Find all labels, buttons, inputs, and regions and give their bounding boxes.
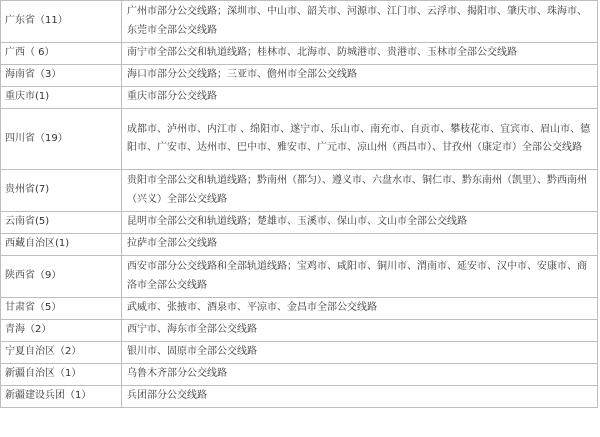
- transit-lines-cell: 银川市、固原市全部公交线路: [122, 342, 598, 364]
- table-row: [1, 320, 598, 342]
- table-row: [1, 342, 598, 364]
- table-row: [1, 43, 598, 65]
- table-row: [1, 386, 598, 408]
- table-row: [1, 87, 598, 109]
- table-row: [1, 298, 598, 320]
- transit-lines-cell: 武威市、张掖市、酒泉市、平凉市、金昌市全部公交线路: [122, 298, 598, 320]
- transit-lines-cell: 广州市部分公交线路；深圳市、中山市、韶关市、河源市、江门市、云浮市、揭阳市、肇庆市、珠海市、东莞市全部公交线路: [122, 1, 598, 43]
- province-cell: 贵州省(7): [1, 170, 122, 212]
- table-body: [1, 1, 598, 408]
- transit-lines-cell: 拉萨市全部公交线路: [122, 234, 598, 256]
- province-cell: 新疆自治区（1）: [1, 364, 122, 386]
- table-row: [1, 234, 598, 256]
- table-row: [1, 1, 598, 43]
- transit-lines-cell: 南宁市全部公交和轨道线路；桂林市、北海市、防城港市、贵港市、玉林市全部公交线路: [122, 43, 598, 65]
- province-cell: 四川省（19）: [1, 109, 122, 170]
- transit-lines-cell: 海口市部分公交线路；三亚市、儋州市全部公交线路: [122, 65, 598, 87]
- province-cell: 云南省(5): [1, 212, 122, 234]
- table-row: [1, 65, 598, 87]
- transit-lines-cell: 重庆市部分公交线路: [122, 87, 598, 109]
- province-cell: 广西（ 6）: [1, 43, 122, 65]
- transit-lines-cell: 兵团部分公交线路: [122, 386, 598, 408]
- province-cell: 陕西省（9）: [1, 256, 122, 298]
- table-row: [1, 212, 598, 234]
- table-row: [1, 256, 598, 298]
- transit-lines-cell: 昆明市全部公交和轨道线路；楚雄市、玉溪市、保山市、文山市全部公交线路: [122, 212, 598, 234]
- province-cell: 西藏自治区(1): [1, 234, 122, 256]
- table-row: [1, 170, 598, 212]
- transit-lines-cell: 西安市部分公交线路和全部轨道线路；宝鸡市、咸阳市、铜川市、渭南市、延安市、汉中市、安康市、商洛市全部公交线路: [122, 256, 598, 298]
- province-cell: 海南省（3）: [1, 65, 122, 87]
- table-row: [1, 109, 598, 170]
- transit-lines-cell: 西宁市、海东市全部公交线路: [122, 320, 598, 342]
- transit-lines-cell: 贵阳市全部公交和轨道线路；黔南州（都匀）、遵义市、六盘水市、铜仁市、黔东南州（凯里）、黔西南州（兴义）全部公交线路: [122, 170, 598, 212]
- table-row: [1, 364, 598, 386]
- province-cell: 重庆市(1): [1, 87, 122, 109]
- province-cell: 广东省（11）: [1, 1, 122, 43]
- transit-lines-cell: 成都市、泸州市、内江市 、绵阳市、遂宁市、乐山市、南充市、自贡市、攀枝花市、宜宾市、眉山市、德阳市、广安市、达州市、巴中市、雅安市、广元市、凉山州（西昌市）、甘孜州（康定市）全部公交线路: [122, 109, 598, 170]
- province-cell: 宁夏自治区（2）: [1, 342, 122, 364]
- transit-lines-cell: 乌鲁木齐部分公交线路: [122, 364, 598, 386]
- province-cell: 青海（2）: [1, 320, 122, 342]
- province-cell: 甘肃省（5）: [1, 298, 122, 320]
- province-cell: 新疆建设兵团（1）: [1, 386, 122, 408]
